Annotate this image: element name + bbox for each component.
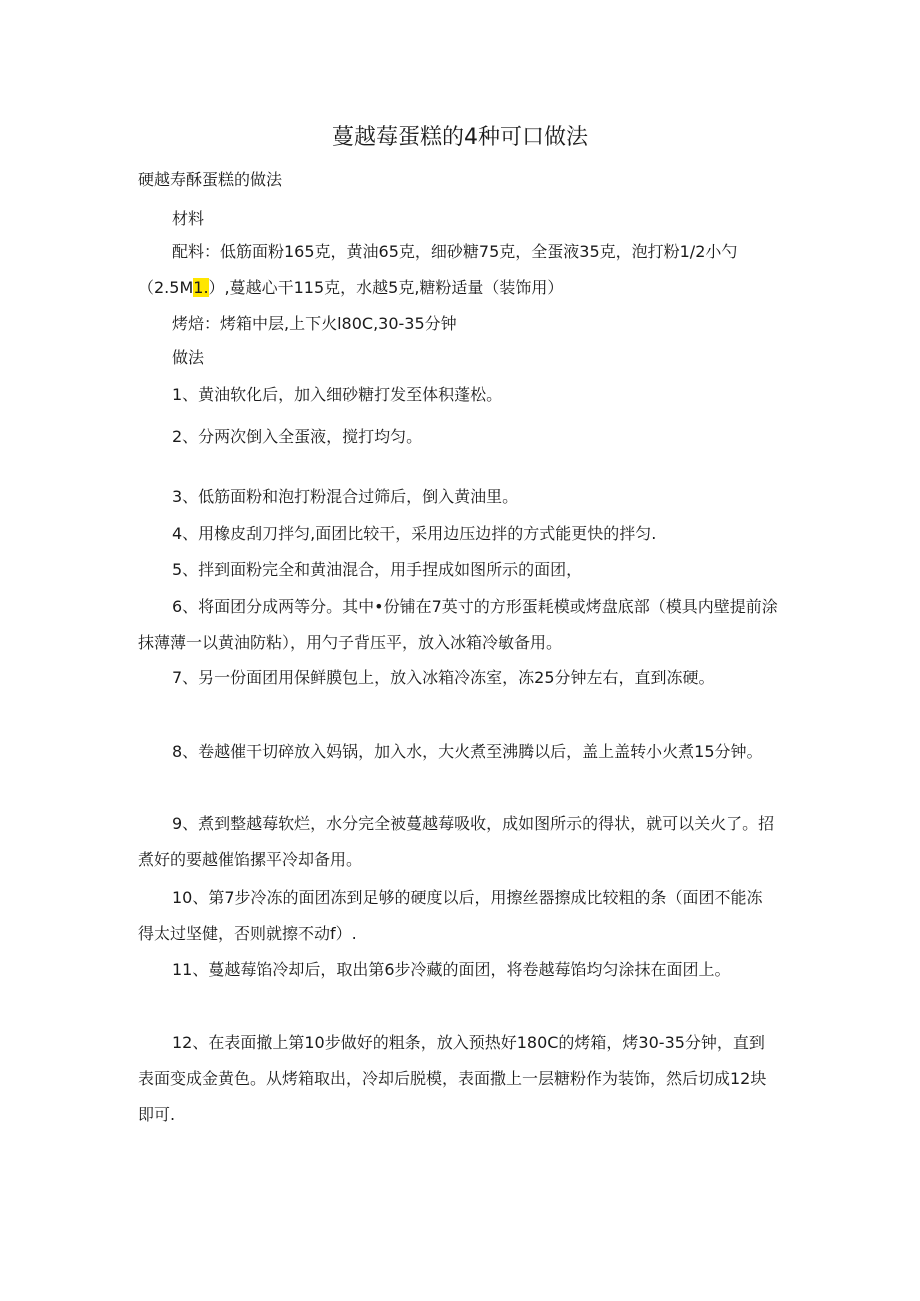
section-title: 硬越寿酥蛋糕的做法	[138, 170, 283, 189]
step-11: 11、蔓越莓馅冷却后，取出第6步冷藏的面团，将卷越莓馅均匀涂抹在面团上。	[172, 960, 731, 979]
baking-info: 烤焙：烤箱中层,上下火l80C,30-35分钟	[172, 314, 457, 333]
step-12: 12、在表面撤上第10步做好的粗条，放入预热好180C的烤箱，烤30-35分钟，直到表面变成金黄色。从烤箱取出，冷却后脱模，表面撒上一层糖粉作为装饰，然后切成12块即可.	[138, 1033, 767, 1124]
highlighted-text: 1.	[193, 278, 209, 297]
step-3: 3、低筋面粉和泡打粉混合过筛后，倒入黄油里。	[172, 487, 519, 506]
page-title: 蔓越莓蛋糕的4种可口做法	[332, 125, 588, 150]
step-2: 2、分两次倒入全蛋液，搅打均匀。	[172, 427, 423, 446]
method-heading: 做法	[172, 348, 205, 367]
step-10: 10、第7步冷冻的面团冻到足够的硬度以后，用擦丝器擦成比较粗的条（面团不能冻得太过坚健，否则就擦不动f）.	[138, 888, 763, 943]
step-6: 6、将面团分成两等分。其中•份铺在7英寸的方形蛋耗模或烤盘底部（模具内壁提前涂抹薄薄一以黄油防粘），用勺子背压平，放入冰箱冷敏备用。	[138, 597, 778, 652]
ingredients-paragraph	[138, 234, 778, 306]
step-9: 9、煮到整越莓软烂，水分完全被蔓越莓吸收，成如图所示的得状，就可以关火了。招煮好的要越催馅摞平冷却备用。	[138, 814, 775, 869]
step-1: 1、黄油软化后，加入细砂糖打发至体积蓬松。	[172, 385, 503, 404]
step-7: 7、另一份面团用保鲜膜包上，放入冰箱冷冻室，冻25分钟左右，直到冻硬。	[172, 668, 715, 687]
step-5: 5、拌到面粉完全和黄油混合，用手捏成如图所示的面团，	[172, 560, 583, 579]
materials-heading: 材料	[172, 209, 205, 228]
ingredients-text-a: 配料：低筋面粉165克，黄油65克，细砂糖75克，全蛋液35克，泡打粉1/2小勺（2.5M	[138, 242, 738, 297]
step-8: 8、卷越催干切碎放入妈锅，加入水，大火煮至沸腾以后，盖上盖转小火煮15分钟。	[172, 742, 763, 761]
ingredients-text-b: ）,蔓越心干115克，水越5克,糖粉适量（装饰用）	[208, 278, 564, 297]
step-4: 4、用橡皮刮刀拌匀,面团比较干，采用边压边拌的方式能更快的拌匀.	[172, 524, 657, 543]
